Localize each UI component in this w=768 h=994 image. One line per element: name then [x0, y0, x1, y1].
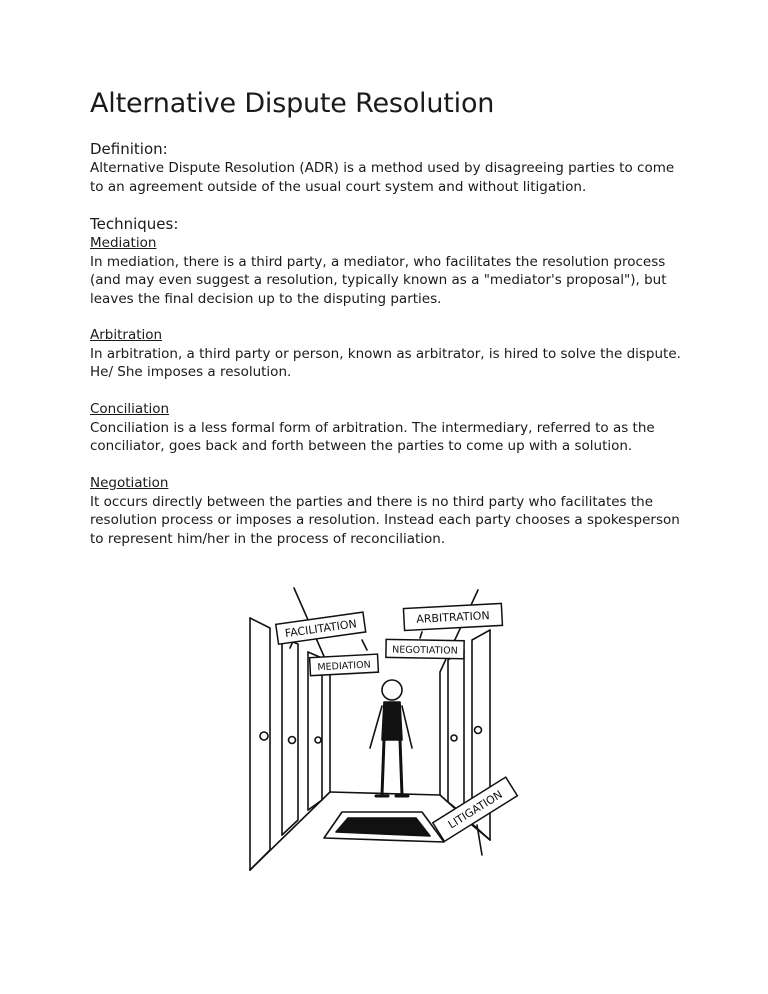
sign-facilitation: FACILITATION — [284, 617, 358, 641]
sign-negotiation: NEGOTIATION — [392, 644, 458, 657]
adr-cartoon-illustration — [232, 580, 522, 880]
sign-mediation: MEDIATION — [317, 659, 371, 674]
technique-heading-conciliation: Conciliation — [90, 401, 170, 417]
definition-label: Definition: — [90, 140, 168, 158]
techniques-section — [90, 215, 690, 308]
techniques-label: Techniques: — [90, 215, 179, 233]
technique-text-negotiation: It occurs directly between the parties and there is no third party who facilitates the resolution process or imposes a resolution. Instead each party chooses a spokesperson to represent him/her in the process of reconciliation. — [90, 493, 680, 547]
sign-arbitration: ARBITRATION — [415, 609, 490, 626]
technique-negotiation — [90, 474, 690, 548]
technique-heading-negotiation: Negotiation — [90, 475, 169, 491]
technique-heading-mediation: Mediation — [90, 235, 157, 251]
technique-text-mediation: In mediation, there is a third party, a mediator, who facilitates the resolution process (and may even suggest a resolution, typically known as a "mediator's proposal"), but leaves the final decision up to the disputing parties. — [90, 253, 667, 307]
definition-section — [90, 140, 690, 196]
definition-text: Alternative Dispute Resolution (ADR) is a method used by disagreeing parties to come to an agreement outside of the usual court system and without litigation. — [90, 160, 675, 195]
technique-text-conciliation: Conciliation is a less formal form of arbitration. The intermediary, referred to as the conciliator, goes back and forth between the parties to come up with a solution. — [90, 419, 655, 454]
sign-litigation: LITIGATION — [445, 787, 505, 832]
technique-text-arbitration: In arbitration, a third party or person, known as arbitrator, is hired to solve the dispute. He/ She imposes a resolution. — [90, 345, 681, 380]
technique-arbitration — [90, 326, 690, 382]
document-title: Alternative Dispute Resolution — [90, 88, 495, 119]
technique-heading-arbitration: Arbitration — [90, 327, 163, 343]
technique-conciliation — [90, 400, 690, 456]
